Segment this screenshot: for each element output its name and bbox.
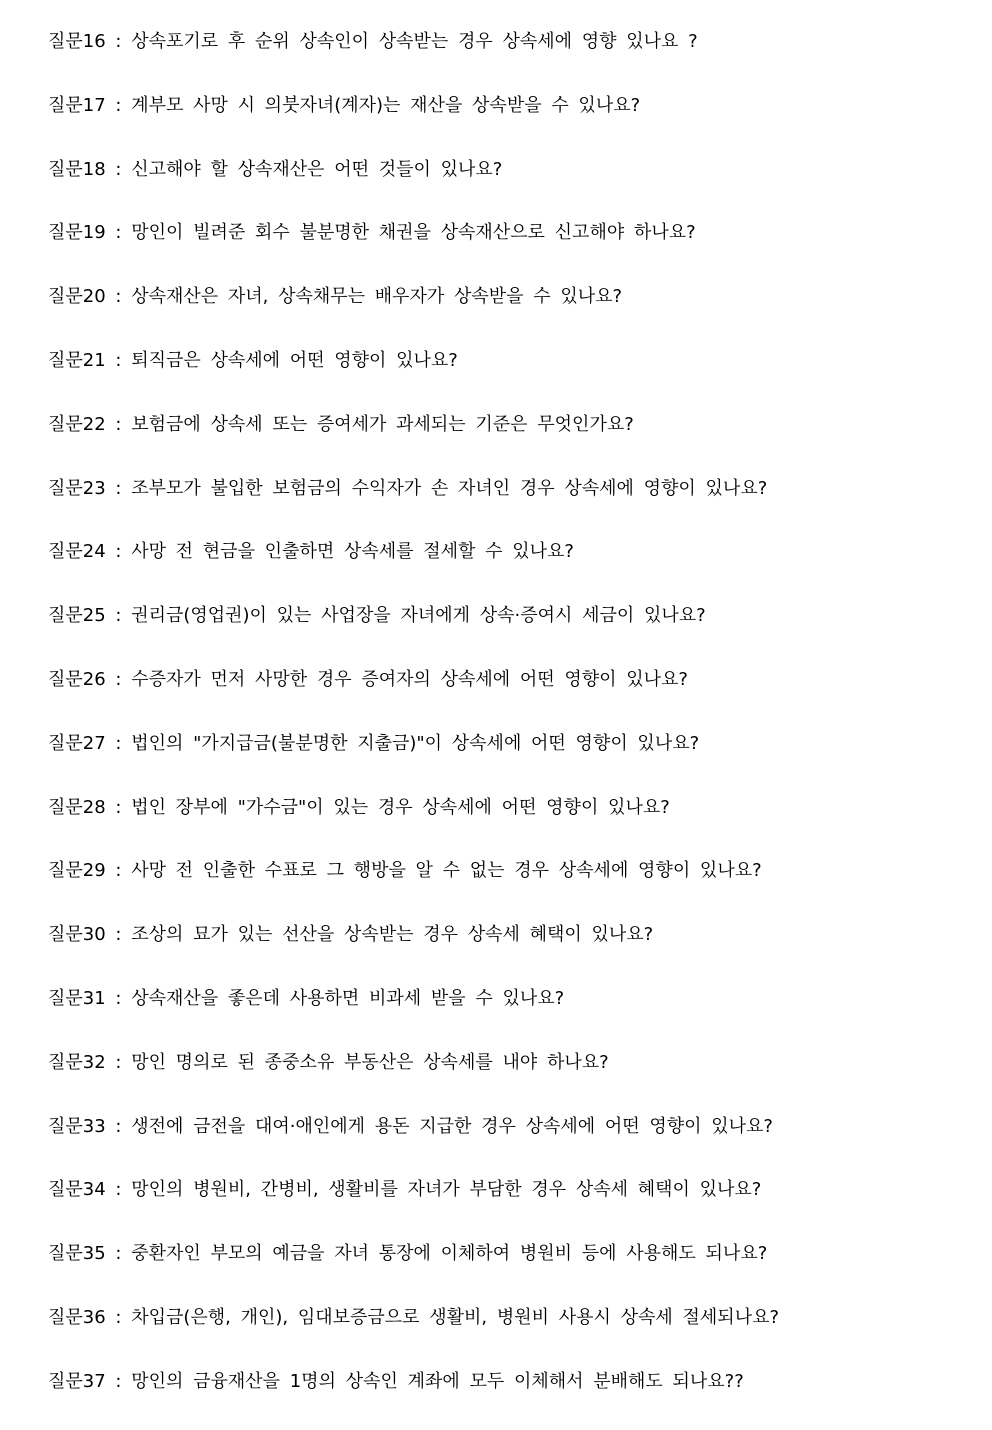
question-34: 질문34 : 망인의 병원비, 간병비, 생활비를 자녀가 부담한 경우 상속세 혜택이 있나요? — [48, 1179, 762, 1201]
question-36: 질문36 : 차입금(은행, 개인), 임대보증금으로 생활비, 병원비 사용시 상속세 절세되나요? — [48, 1306, 780, 1328]
question-30: 질문30 : 조상의 묘가 있는 선산을 상속받는 경우 상속세 혜택이 있나요? — [48, 924, 654, 946]
question-17: 질문17 : 계부모 사망 시 의붓자녀(계자)는 재산을 상속받을 수 있나요? — [48, 94, 641, 116]
question-22: 질문22 : 보험금에 상속세 또는 증여세가 과세되는 기준은 무엇인가요? — [48, 413, 634, 435]
question-28: 질문28 : 법인 장부에 "가수금"이 있는 경우 상속세에 어떤 영향이 있나요? — [48, 796, 670, 818]
question-37: 질문37 : 망인의 금융재산을 1명의 상속인 계좌에 모두 이체해서 분배해도 되나요?? — [48, 1370, 744, 1392]
question-32: 질문32 : 망인 명의로 된 종중소유 부동산은 상속세를 내야 하나요? — [48, 1051, 609, 1073]
question-20: 질문20 : 상속재산은 자녀, 상속채무는 배우자가 상속받을 수 있나요? — [48, 286, 623, 308]
question-23: 질문23 : 조부모가 불입한 보험금의 수익자가 손 자녀인 경우 상속세에 영향이 있나요? — [48, 477, 768, 499]
question-16: 질문16 : 상속포기로 후 순위 상속인이 상속받는 경우 상속세에 영향 있나요 ? — [48, 31, 698, 52]
question-33: 질문33 : 생전에 금전을 대여·애인에게 용돈 지급한 경우 상속세에 어떤 영향이 있나요? — [48, 1115, 773, 1137]
question-26: 질문26 : 수증자가 먼저 사망한 경우 증여자의 상속세에 어떤 영향이 있나요? — [48, 668, 688, 690]
question-18: 질문18 : 신고해야 할 상속재산은 어떤 것들이 있나요? — [48, 158, 503, 180]
question-27: 질문27 : 법인의 "가지급금(불분명한 지출금)"이 상속세에 어떤 영향이 있나요? — [48, 732, 700, 754]
question-21: 질문21 : 퇴직금은 상속세에 어떤 영향이 있나요? — [48, 349, 458, 371]
question-list — [48, 26, 978, 1430]
question-35: 질문35 : 중환자인 부모의 예금을 자녀 통장에 이체하여 병원비 등에 사용해도 되나요? — [48, 1243, 768, 1265]
question-19: 질문19 : 망인이 빌려준 회수 불분명한 채권을 상속재산으로 신고해야 하나요? — [48, 222, 696, 244]
question-25: 질문25 : 권리금(영업권)이 있는 사업장을 자녀에게 상속·증여시 세금이 있나요? — [48, 605, 706, 627]
question-24: 질문24 : 사망 전 현금을 인출하면 상속세를 절세할 수 있나요? — [48, 541, 574, 563]
question-29: 질문29 : 사망 전 인출한 수표로 그 행방을 알 수 없는 경우 상속세에 영향이 있나요? — [48, 860, 762, 882]
question-31: 질문31 : 상속재산을 좋은데 사용하면 비과세 받을 수 있나요? — [48, 987, 565, 1009]
